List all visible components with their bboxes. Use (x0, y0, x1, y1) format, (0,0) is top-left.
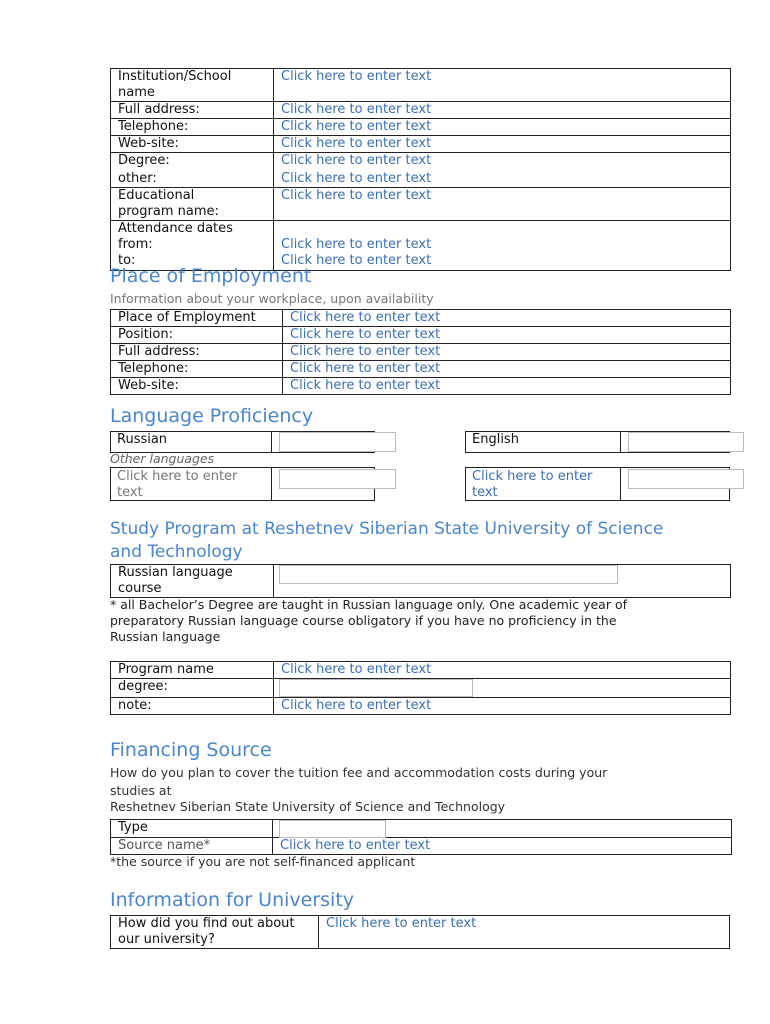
degree-label (111, 153, 274, 188)
english-label: English (472, 432, 519, 447)
institution-label (111, 69, 274, 102)
website-field[interactable]: Click here to enter text (281, 136, 432, 151)
university-heading: Information for University (110, 889, 355, 911)
other-language-level-1[interactable] (279, 469, 396, 489)
university-question-label (111, 916, 319, 949)
financing-subtitle (110, 765, 607, 815)
financing-type-field[interactable] (279, 820, 386, 838)
institution-label-line1: Institution/School (118, 69, 232, 84)
language-heading: Language Proficiency (110, 405, 314, 427)
other-language-2-line1: Click here to enter (472, 469, 593, 484)
russian-course-label (111, 565, 274, 598)
financing-type-label: Type (111, 820, 273, 838)
education-table (110, 68, 731, 271)
university-question-line1: How did you find out about (118, 916, 295, 931)
other-languages-label: Other languages (110, 451, 215, 466)
attendance-label (111, 221, 274, 271)
english-divider (620, 431, 621, 452)
employment-website-label: Web-site: (111, 378, 283, 395)
full-address-label: Full address: (111, 102, 274, 119)
financing-subtitle-line1: How do you plan to cover the tuition fee and accommodation costs during your (110, 765, 608, 780)
attendance-line1: Attendance dates (118, 221, 233, 236)
university-question-line2: our university? (118, 932, 215, 947)
study-heading-line1: Study Program at Reshetnev Siberian State University of Science (110, 519, 664, 539)
study-note-line1: * all Bachelor’s Degree are taught in Russian language only. One academic year of (110, 597, 628, 612)
website-label: Web-site: (111, 136, 274, 153)
attendance-from: from: (118, 237, 153, 252)
institution-field[interactable]: Click here to enter text (281, 69, 432, 84)
employment-telephone-field[interactable]: Click here to enter text (290, 361, 441, 376)
full-address-field[interactable]: Click here to enter text (281, 102, 432, 117)
russian-divider (271, 431, 272, 452)
financing-source-label: Source name* (111, 838, 273, 855)
edu-program-line2: program name: (118, 204, 219, 219)
attendance-to-field[interactable]: Click here to enter text (281, 253, 432, 268)
program-note-field[interactable]: Click here to enter text (281, 698, 432, 713)
study-note-line2: preparatory Russian language course obligatory if you have no proficiency in the (110, 613, 617, 628)
degree-field[interactable]: Click here to enter text (281, 153, 432, 168)
other-label-line: other: (118, 171, 157, 186)
program-degree-label: degree: (111, 679, 274, 698)
russian-label: Russian (117, 432, 168, 447)
financing-source-field[interactable]: Click here to enter text (280, 838, 431, 853)
program-name-field[interactable]: Click here to enter text (281, 662, 432, 677)
edu-program-line1: Educational (118, 188, 195, 203)
other-language-divider-1 (271, 467, 272, 500)
employment-telephone-label: Telephone: (111, 361, 283, 378)
employment-subtitle: Information about your workplace, upon availability (110, 291, 434, 306)
financing-subtitle-line3: Reshetnev Siberian State University of Science and Technology (110, 799, 506, 814)
attendance-to: to: (118, 253, 136, 268)
russian-course-line2: course (118, 581, 162, 596)
financing-table (110, 819, 732, 855)
english-level-field[interactable] (628, 432, 744, 452)
edu-program-label (111, 188, 274, 221)
program-degree-field[interactable] (279, 679, 473, 697)
institution-label-line2: name (118, 85, 155, 100)
other-language-level-2[interactable] (628, 469, 744, 489)
other-language-divider-2 (620, 467, 621, 500)
telephone-label: Telephone: (111, 119, 274, 136)
university-table (110, 915, 730, 949)
employment-address-field[interactable]: Click here to enter text (290, 344, 441, 359)
employment-position-label: Position: (111, 327, 283, 344)
study-heading (110, 518, 663, 564)
russian-level-field[interactable] (279, 432, 396, 452)
degree-label-line: Degree: (118, 153, 170, 168)
other-language-2-line2: text (472, 485, 498, 500)
other-language-line1: Click here to enter (117, 469, 238, 484)
study-heading-line2: and Technology (110, 542, 243, 562)
financing-footnote: *the source if you are not self-financed applicant (110, 854, 416, 869)
telephone-field[interactable]: Click here to enter text (281, 119, 432, 134)
program-note-label: note: (111, 698, 274, 715)
edu-program-field[interactable]: Click here to enter text (281, 188, 432, 203)
study-note-line3: Russian language (110, 629, 221, 644)
program-name-label: Program name (111, 662, 274, 679)
employment-position-field[interactable]: Click here to enter text (290, 327, 441, 342)
other-language-field-2[interactable] (472, 469, 592, 501)
financing-subtitle-line2: studies at (110, 783, 172, 798)
study-note (110, 597, 627, 645)
employment-place-field[interactable]: Click here to enter text (290, 310, 441, 325)
financing-heading: Financing Source (110, 739, 272, 761)
russian-course-line1: Russian language (118, 565, 233, 580)
attendance-from-field[interactable]: Click here to enter text (281, 237, 432, 252)
other-language-field-1[interactable] (117, 469, 237, 501)
employment-table (110, 309, 731, 395)
employment-address-label: Full address: (111, 344, 283, 361)
university-answer-field[interactable]: Click here to enter text (326, 916, 477, 931)
employment-heading: Place of Employment (110, 265, 312, 287)
other-language-line2: text (117, 485, 143, 500)
employment-place-label: Place of Employment (111, 310, 283, 327)
other-degree-field[interactable]: Click here to enter text (281, 171, 432, 186)
russian-course-field[interactable] (279, 565, 618, 584)
employment-website-field[interactable]: Click here to enter text (290, 378, 441, 393)
